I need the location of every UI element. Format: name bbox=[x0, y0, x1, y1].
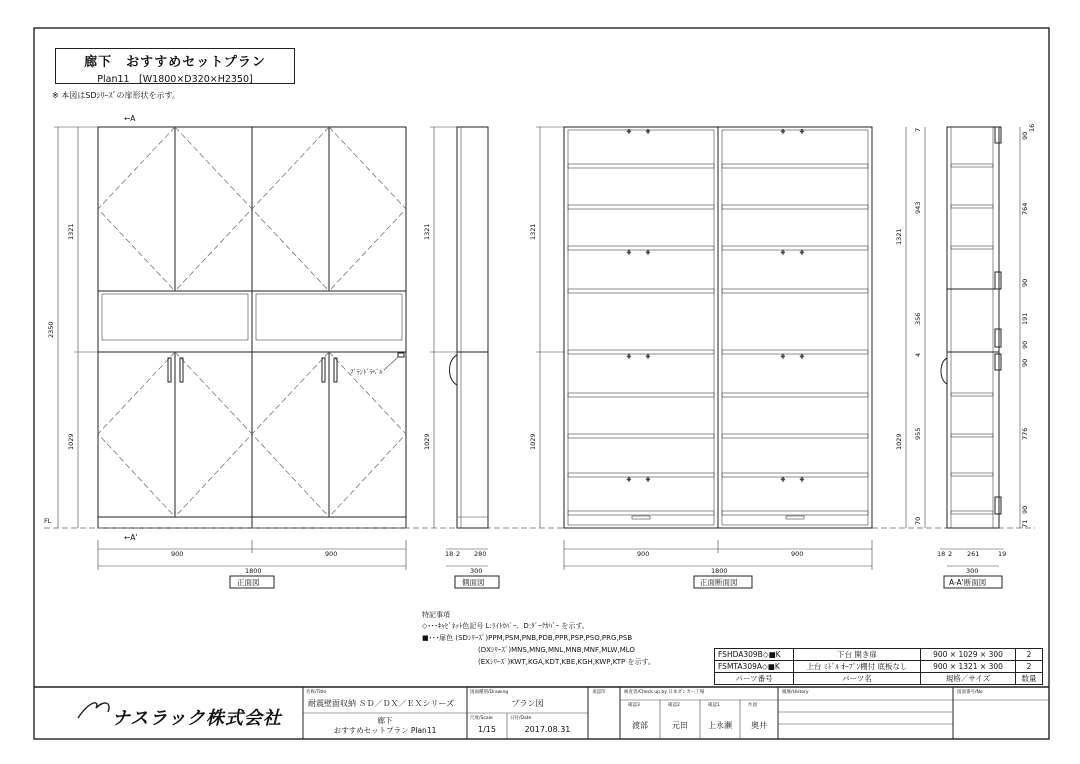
drawing-type: プラン図 bbox=[511, 699, 544, 708]
parts-header-qty: 数量 bbox=[1016, 673, 1043, 685]
aa-dim-left-3: 356 bbox=[914, 312, 922, 325]
aa-dim-left-5: 1029 bbox=[895, 433, 903, 450]
front-dim-lower: 1029 bbox=[67, 433, 75, 450]
svg-text:⚘: ⚘ bbox=[799, 249, 805, 257]
subject-line2: おすすめセットプラン Plan11 bbox=[333, 726, 437, 735]
aa-dim-right-7: 776 bbox=[1021, 427, 1029, 440]
part-size: 900 × 1029 × 300 bbox=[921, 649, 1016, 661]
aa-dim-bottom-2: 261 bbox=[967, 550, 980, 558]
section-marker-top: ←A bbox=[124, 114, 136, 123]
checker-3: 上永瀬 bbox=[708, 721, 732, 730]
aa-dim-left-6: 955 bbox=[914, 427, 922, 440]
part-name: 上台 ﾐﾄﾞﾙ ｵｰﾌﾟﾝ棚付 底板なし bbox=[794, 661, 921, 673]
door-handle-icon bbox=[168, 358, 171, 382]
aa-section-view bbox=[895, 124, 1036, 588]
floor-label: FL bbox=[44, 517, 52, 525]
aa-dim-left-2: 1321 bbox=[895, 228, 903, 245]
plan-title: 廊下 おすすめセットプラン bbox=[84, 55, 266, 70]
part-qty: 2 bbox=[1016, 661, 1043, 673]
svg-text:⚘: ⚘ bbox=[780, 249, 786, 257]
hinge-icons bbox=[626, 128, 805, 484]
side-dim-depth: 300 bbox=[470, 567, 483, 575]
aa-dim-right-8: 90 bbox=[1021, 505, 1029, 514]
front-dim-left-w: 900 bbox=[171, 550, 184, 558]
approve-head: 承認印 bbox=[592, 690, 606, 695]
front-view-label: 正面図 bbox=[237, 578, 260, 587]
special-notes-line2: ■･･･扉色 (SDｼﾘｰｽﾞ)PPM,PSM,PNB,PDB,PPR,PSP,PSO,PRG,PSB bbox=[422, 634, 633, 642]
front-dim-right-w: 900 bbox=[325, 550, 338, 558]
aa-dim-right-0: 16 bbox=[1028, 123, 1036, 132]
svg-text:⚘: ⚘ bbox=[645, 353, 651, 361]
aa-dim-right-1: 90 bbox=[1021, 131, 1029, 140]
special-notes-line1: ◇･･･ｷｬﾋﾞﾈｯﾄ色記号 L:ﾗｲﾄｶﾊﾞｰ、D:ﾀﾞｰｸｶﾊﾞｰ を示す。 bbox=[422, 622, 589, 630]
part-size: 900 × 1321 × 300 bbox=[921, 661, 1016, 673]
brand-label-icon bbox=[398, 353, 404, 357]
checker-2: 元田 bbox=[672, 721, 688, 730]
subject-line1: 廊下 bbox=[377, 716, 393, 725]
side-dim-lower: 1029 bbox=[423, 433, 431, 450]
special-notes-heading: 特記事項 bbox=[422, 611, 450, 619]
scale-head: 尺度/Scale bbox=[470, 716, 493, 721]
product-name: 耐震壁面収納 ＳＤ／ＤＸ／ＥＸシリーズ bbox=[308, 699, 455, 708]
aa-handle-icon bbox=[941, 358, 947, 384]
checker-1: 渡部 bbox=[632, 721, 648, 730]
side-view-label: 側面図 bbox=[462, 578, 485, 587]
front-view bbox=[44, 114, 1035, 588]
aa-dim-bottom-1: 2 bbox=[948, 550, 953, 558]
parts-header-row bbox=[715, 673, 1043, 685]
parts-row bbox=[715, 649, 1043, 661]
section-view bbox=[529, 127, 872, 588]
parts-table bbox=[714, 648, 1043, 685]
svg-text:⚘: ⚘ bbox=[799, 476, 805, 484]
svg-text:⚘: ⚘ bbox=[645, 476, 651, 484]
subject bbox=[303, 716, 467, 736]
part-qty: 2 bbox=[1016, 649, 1043, 661]
check-head: 検査者/Check up by 日本ダンカー工場 bbox=[624, 690, 705, 695]
side-dim-upper: 1321 bbox=[423, 223, 431, 240]
front-dim-total-w: 1800 bbox=[245, 567, 262, 575]
name-head: 名称/Title bbox=[306, 690, 327, 695]
section-dim-total-w: 1800 bbox=[711, 567, 728, 575]
date-value: 2017.08.31 bbox=[524, 725, 571, 734]
part-code: FSMTA309A◇■K bbox=[715, 661, 794, 673]
history-head: 履歴/History bbox=[782, 690, 809, 695]
section-marker-bottom: ←A' bbox=[124, 533, 138, 542]
front-dim-upper: 1321 bbox=[67, 223, 75, 240]
svg-text:⚘: ⚘ bbox=[645, 128, 651, 136]
svg-text:⚘: ⚘ bbox=[626, 249, 632, 257]
checker-4: 奥井 bbox=[751, 721, 767, 730]
aa-dim-left-1: 943 bbox=[914, 201, 922, 214]
aa-dim-bottom-3: 19 bbox=[998, 550, 1007, 558]
aa-dim-right-2: 764 bbox=[1021, 202, 1029, 215]
part-code: FSHDA309B◇■K bbox=[715, 649, 794, 661]
parts-header-name: パーツ名 bbox=[794, 673, 921, 685]
side-dim-d3: 280 bbox=[474, 550, 487, 558]
svg-text:⚘: ⚘ bbox=[626, 476, 632, 484]
door-handle-icon bbox=[180, 358, 183, 382]
company-logo-icon bbox=[78, 703, 109, 718]
section-dim-left-w: 900 bbox=[637, 550, 650, 558]
part-name: 下台 開き扉 bbox=[794, 649, 921, 661]
checker-role-2: 確認2 bbox=[668, 703, 680, 708]
checker-role-4: 作図 bbox=[748, 703, 757, 708]
date-head: 日付/Date bbox=[510, 716, 532, 721]
parts-header-code: パーツ番号 bbox=[715, 673, 794, 685]
company-name: ナスラック株式会社 bbox=[112, 708, 282, 729]
special-notes-line4: (EXｼﾘｰｽﾞ)KWT,KGA,KDT,KBE,KGH,KWP,KTP を示す。 bbox=[478, 658, 655, 666]
section-dim-upper: 1321 bbox=[529, 223, 537, 240]
aa-dim-right-3: 90 bbox=[1021, 278, 1029, 287]
checker-role-1: 確認3 bbox=[628, 703, 640, 708]
aa-dim-bottom-4: 300 bbox=[966, 567, 979, 575]
drawing-head: 図面種別/Drawing bbox=[470, 690, 509, 695]
svg-text:⚘: ⚘ bbox=[780, 128, 786, 136]
door-handle-icon bbox=[322, 358, 325, 382]
section-dim-right-w: 900 bbox=[791, 550, 804, 558]
drawing-note: ※ 本図はSDｼﾘｰｽﾞの扉形状を示す。 bbox=[52, 91, 180, 100]
parts-header-size: 規格／サイズ bbox=[921, 673, 1016, 685]
aa-dim-right-6: 90 bbox=[1021, 358, 1029, 367]
aa-dim-left-4: 4 bbox=[914, 352, 922, 357]
aa-dim-left-7: 70 bbox=[914, 516, 922, 525]
svg-text:⚘: ⚘ bbox=[626, 353, 632, 361]
aa-dim-right-4: 191 bbox=[1021, 312, 1029, 325]
section-dim-lower: 1029 bbox=[529, 433, 537, 450]
checker-role-3: 確認1 bbox=[708, 703, 720, 708]
svg-text:⚘: ⚘ bbox=[780, 353, 786, 361]
special-notes-line3: (DXｼﾘｰｽﾞ)MNS,MNG,MNL,MNB,MNF,MLW,MLO bbox=[478, 646, 635, 654]
plan-subtitle: Plan11 [W1800×D320×H2350] bbox=[97, 74, 253, 85]
aa-dim-left-0: 7 bbox=[914, 127, 922, 132]
door-handle-icon bbox=[334, 358, 337, 382]
aa-dim-bottom-0: 18 bbox=[937, 550, 946, 558]
front-dim-total: 2350 bbox=[47, 321, 55, 338]
scale-value: 1/15 bbox=[478, 725, 496, 734]
svg-text:⚘: ⚘ bbox=[799, 353, 805, 361]
parts-row bbox=[715, 661, 1043, 673]
aa-dim-right-5: 90 bbox=[1021, 340, 1029, 349]
svg-text:⚘: ⚘ bbox=[645, 249, 651, 257]
number-head: 図面番号/No bbox=[957, 690, 983, 695]
aa-view-label: A-A'断面図 bbox=[949, 578, 987, 587]
svg-text:⚘: ⚘ bbox=[626, 128, 632, 136]
section-view-label: 正面断面図 bbox=[700, 578, 738, 587]
svg-text:⚘: ⚘ bbox=[799, 128, 805, 136]
svg-text:⚘: ⚘ bbox=[780, 476, 786, 484]
side-view bbox=[423, 127, 499, 588]
side-handle-icon bbox=[450, 355, 458, 385]
side-dim-d2: 2 bbox=[456, 550, 461, 558]
brand-label-text: ﾌﾞﾗﾝﾄﾞﾗﾍﾞﾙ bbox=[350, 368, 383, 376]
side-dim-d1: 18 bbox=[445, 550, 454, 558]
aa-dim-right-9: 71 bbox=[1021, 519, 1029, 528]
